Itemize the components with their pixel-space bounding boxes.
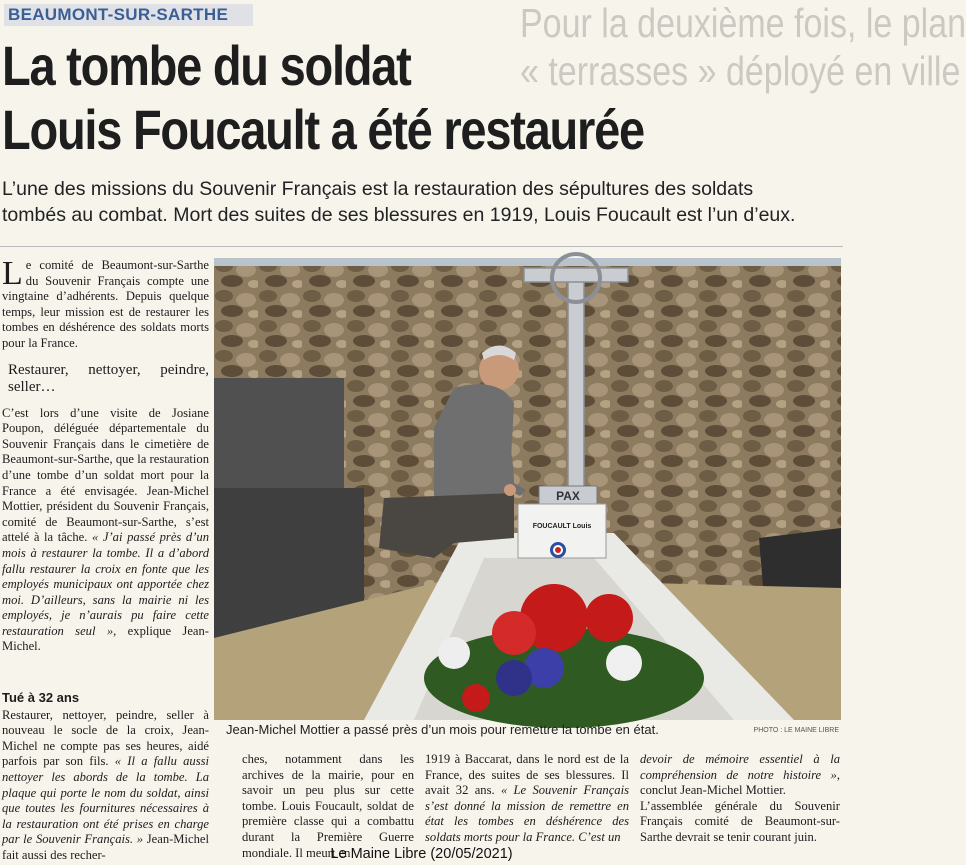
divider [0, 246, 843, 247]
intro-paragraph: Le comité de Beaumont-sur-Sarthe du Souvenir Français compte une vingtaine d’adhérents. Depuis quelque temps, leur mission est de restaurer les tombes en déshérence des soldats morts pour la France. [2, 255, 209, 350]
plaque-name: FOUCAULT Louis [532, 523, 592, 530]
dropcap: L [2, 255, 23, 292]
headline-line-1: La tombe du soldat [2, 34, 411, 97]
body-paragraph: ches, notamment dans les archives de la mairie, pour en savoir un peu plus sur cette tombe. Louis Foucault, soldat de première classe qui a combattu durant la Première Guerre mondiale. Il meurt en [242, 752, 414, 860]
quote: « Le Souvenir Français s’est donné la mission de remettre en état les tombes en déshérence des soldats morts pour la France. C’est un [425, 783, 629, 844]
body-paragraph: L’assemblée générale du Souvenir Français comité de Beaumont-sur-Sarthe devrait se tenir courant juin. [640, 798, 840, 844]
source-footer: Le Maine Libre (20/05/2021) [330, 846, 513, 862]
photo-caption: Jean-Michel Mottier a passé près d’un mois pour remettre la tombe en état. [226, 722, 659, 737]
article-column-2 [242, 752, 414, 861]
headline-line-2: Louis Foucault a été restaurée [2, 98, 644, 161]
article-photo [214, 258, 841, 720]
standfirst-line-2: tombés au combat. Mort des suites de ses blessures en 1919, Louis Foucault est l’un d’eux. [2, 204, 796, 226]
standfirst [2, 176, 840, 228]
ghost-line: « terrasses » déployé en ville [520, 49, 961, 95]
plaque-pax: PAX [556, 489, 580, 503]
article-column-1-bottom [2, 690, 209, 864]
article-column-3 [425, 752, 629, 846]
body-paragraph: 1919 à Baccarat, dans le nord est de la France, des suites de ses blessures. Il avait 32 ans. « Le Souvenir Français s’est donné la mission de remettre en état les tombes en déshérence des soldats morts pour la France. C’est un [425, 752, 629, 844]
article-column-1 [2, 255, 209, 655]
photo-credit: PHOTO : LE MAINE LIBRE [753, 727, 839, 734]
body-paragraph: devoir de mémoire essentiel à la compréhension de notre histoire », conclut Jean-Michel Mottier. [640, 752, 840, 798]
section-rubric: BEAUMONT-SUR-SARTHE [4, 4, 253, 26]
quote: « Il a fallu aussi nettoyer les abords de la tombe. La plaque qui porte le nom du soldat, ainsi que toutes les fournitures nécessaires à la restauration ont été prises en charge par le Souvenir Français. » [2, 754, 209, 847]
quote: devoir de mémoire essentiel à la compréhension de notre histoire » [640, 752, 840, 782]
quote: « J’ai passé près d’un mois à restaurer la tombe. Il a d’abord fallu restaurer la croix en fonte que les employés municipaux ont apportée chez moi. D’ailleurs, sans la mairie ni les employés, je n’aurais pu faire cette restauration seul » [2, 530, 209, 638]
section-heading: Tué à 32 ans [2, 690, 80, 705]
standfirst-line-1: L’une des missions du Souvenir Français est la restauration des sépultures des soldats [2, 178, 754, 200]
ghost-line: Pour la deuxième fois, le plan [520, 1, 966, 47]
body-paragraph: Restaurer, nettoyer, peindre, seller à nouveau le socle de la croix, Jean-Michel ne compte pas ses heures, aidé parfois par son fils. « Il a fallu aussi nettoyer les abords de la tombe. La plaque qui porte le nom du soldat, ainsi que toutes les fournitures nécessaires à la restauration ont été prises en charge par le Souvenir Français. » Jean-Michel fait aussi des recher- [2, 707, 209, 862]
article-column-4 [640, 752, 840, 846]
headline [2, 34, 838, 162]
subheading: Restaurer, nettoyer, peindre, seller… [8, 361, 209, 395]
body-paragraph: C’est lors d’une visite de Josiane Poupon, déléguée départementale du Souvenir Français dans le cimetière de Beaumont-sur-Sarthe, que la restauration d’une tombe d’un soldat mort pour la France a été envisagée. Jean-Michel Mottier, président du Souvenir Français, comité de Beaumont-sur-Sarthe, s’est attelé à la tâche. « J’ai passé près d’un mois à restaurer la tombe. Il a d’abord fallu restaurer la croix en fonte que les employés municipaux ont apportée chez moi. D’ailleurs, sans la mairie ni les employés, je n’aurais pu faire cette restauration seul », explique Jean-Michel. [2, 405, 209, 654]
